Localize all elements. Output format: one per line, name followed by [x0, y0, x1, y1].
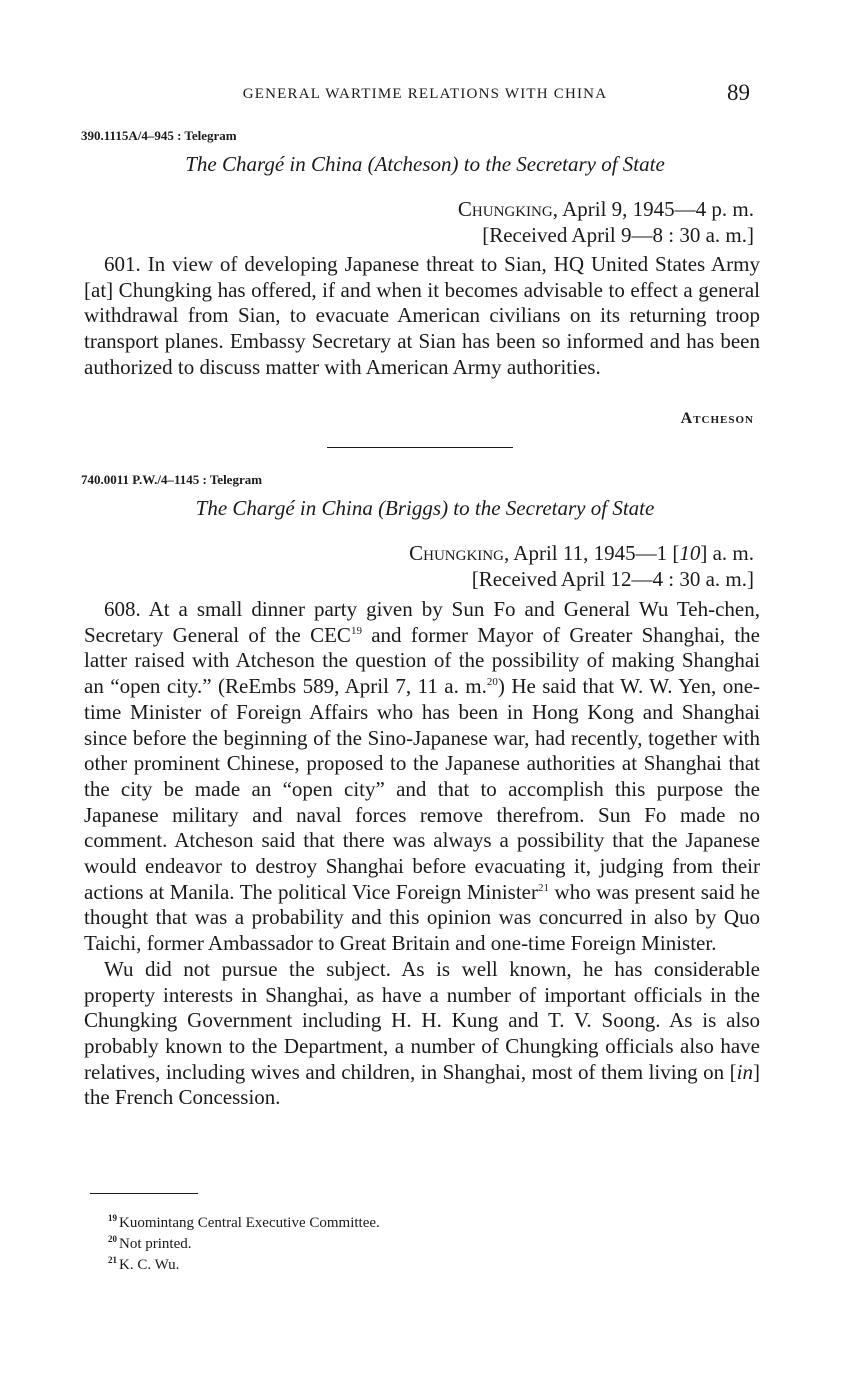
- separator-rule: [327, 447, 513, 448]
- footnote-ref-19: 19: [350, 624, 362, 637]
- footnote-ref-20: 20: [486, 676, 498, 689]
- dateline-2: [409, 540, 754, 592]
- signature-1: Atcheson: [680, 410, 754, 427]
- date-line-2: [409, 540, 754, 566]
- text-run-italic: in: [736, 1059, 753, 1084]
- footnote-number: 19: [108, 1213, 117, 1223]
- date-2c: ] a. m.: [700, 541, 754, 565]
- footnote-text: Kuomintang Central Executive Committee.: [119, 1215, 380, 1231]
- text-run: and former Mayor of Greater Shanghai, the latter raised with Atcheson the question of the possibility of making Shanghai an “open city.” (ReEmbs 589, April 7, 11 a. m.: [84, 622, 760, 699]
- place-2: Chungking,: [409, 541, 510, 565]
- paragraph-2: [84, 957, 760, 1111]
- document-title-1: The Chargé in China (Atcheson) to the Secretary of State: [185, 152, 665, 176]
- received-2: [Received April 12—4 : 30 a. m.]: [471, 567, 754, 591]
- file-reference-2: 740.0011 P.W./4–1145 : Telegram: [81, 472, 263, 487]
- telegram-body-1: [84, 252, 760, 381]
- footnote-19: [108, 1210, 380, 1231]
- date-1: April 9, 1945—4 p. m.: [557, 197, 754, 221]
- footnote-ref-21: 21: [537, 881, 549, 894]
- footnote-text: K. C. Wu.: [119, 1257, 180, 1273]
- date-2-correction: 10: [679, 541, 701, 565]
- footnote-number: 21: [108, 1255, 117, 1265]
- date-2a: April 11, 1945—1 [: [509, 541, 680, 565]
- received-1: [Received April 9—8 : 30 a. m.]: [482, 223, 754, 247]
- footnote-text: Not printed.: [119, 1236, 192, 1252]
- telegram-body-2: [84, 597, 760, 1111]
- page-number: 89: [727, 80, 750, 105]
- footnote-21: [108, 1252, 380, 1273]
- dateline-1: [458, 196, 754, 248]
- text-run: ) He said that W. W. Yen, one-time Minister of Foreign Affairs who has been in Hong Kong and Shanghai since before the beginning of the Sino-Japanese war, had recently, together with other prominent Chinese, proposed to the Japanese authorities at Shanghai that the city be made an “open city” and that to accomplish this purpose the Japanese military and naval forces remove therefrom. Sun Fo made no comment. Atcheson said that there was always a possibility that the Japanese would endeavor to destroy Shanghai before evacuating it, judging from their actions at Manila. The political Vice Foreign Minister: [84, 674, 761, 904]
- footnote-20: [108, 1231, 380, 1252]
- paragraph: 601. In view of developing Japanese threat to Sian, HQ United States Army [at] Chungking has offered, if and when it becomes advisable to effect a general withdrawal from Sian, to evacuate American civilians on its returning troop transport planes. Embassy Secretary at Sian has been so informed and has been authorized to discuss matter with American Army authorities.: [84, 252, 760, 379]
- text-run: ] the French Concession.: [84, 1059, 760, 1110]
- file-reference-1: 390.1115A/4–945 : Telegram: [81, 128, 237, 143]
- text-run: who was present said he thought that was a probability and this opinion was concurred in also by Quo Taichi, former Ambassador to Great Britain and one-time Foreign Minister.: [84, 879, 760, 956]
- paragraph-1: [84, 597, 760, 957]
- footnote-rule: [90, 1193, 198, 1194]
- running-head: GENERAL WARTIME RELATIONS WITH CHINA: [242, 86, 608, 102]
- place-1: Chungking,: [457, 197, 558, 221]
- date-line-1: [458, 196, 754, 222]
- document-title-2: The Chargé in China (Briggs) to the Secretary of State: [195, 496, 655, 520]
- text-run: Wu did not pursue the subject. As is well known, he has considerable property interests in Shanghai, as have a number of important officials in the Chungking Government including H. H. Kung and T. V. Soong. As is also probably known to the Department, a number of Chungking officials also have relatives, including wives and children, in Shanghai, most of them living on [: [84, 956, 760, 1084]
- footnotes: [108, 1210, 380, 1273]
- footnote-number: 20: [108, 1234, 117, 1244]
- text-run: 608. At a small dinner party given by Sun Fo and General Wu Teh-chen, Secretary General of the CEC: [84, 597, 760, 647]
